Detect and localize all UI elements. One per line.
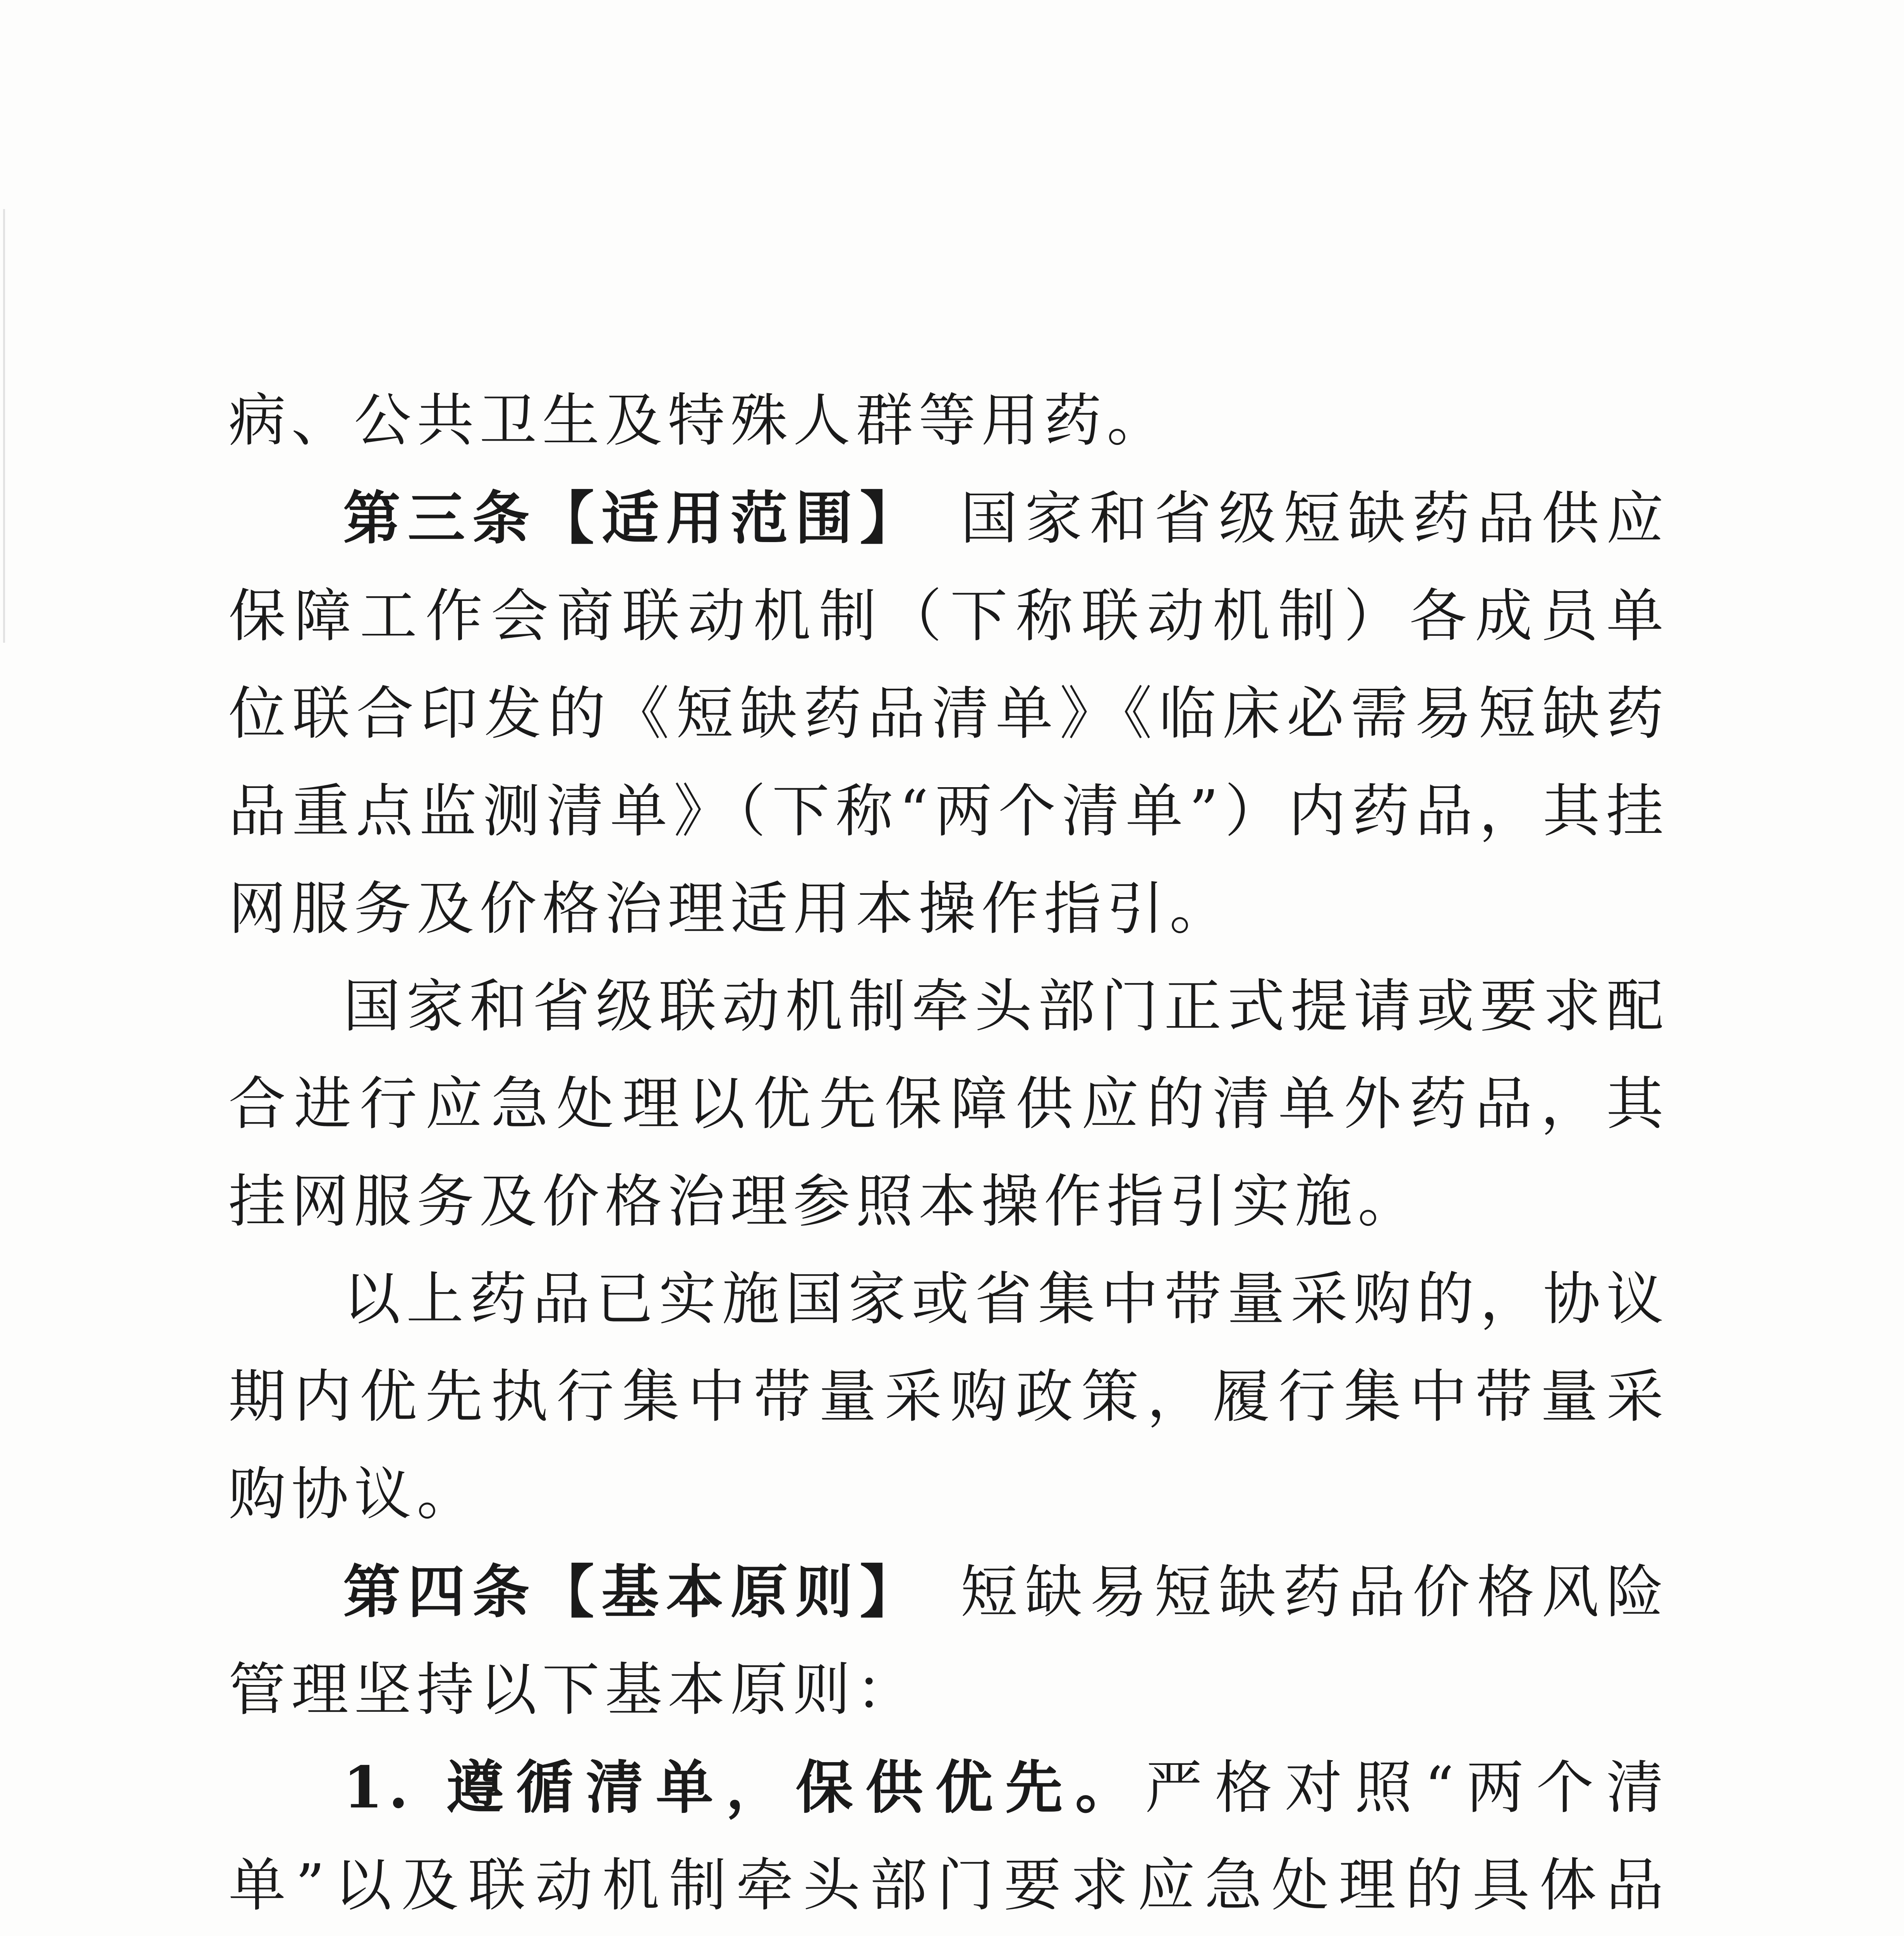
- article-heading: 第四条【基本原则】: [343, 1558, 896, 1625]
- scan-edge-mark: [3, 209, 5, 643]
- paragraph-volume-procurement: [228, 1250, 1669, 1543]
- document-body: [228, 372, 1669, 1936]
- paragraph-text: 以上药品已实施国家或省集中带量采购的，协议期内优先执行集中带量采购政策，履行集中带量采购协议。: [228, 1266, 1669, 1528]
- paragraph-outside-list: [228, 958, 1669, 1250]
- paragraph-text: 国家和省级联动机制牵头部门正式提请或要求配合进行应急处理以优先保障供应的清单外药品，其挂网服务及价格治理参照本操作指引实施。: [228, 973, 1669, 1235]
- article-three-scope: [228, 469, 1669, 958]
- paragraph-continuation: [228, 372, 1669, 469]
- paragraph-text: 短缺易短缺药品价格风险管理坚持以下基本原则：: [228, 1559, 1669, 1723]
- paragraph-text: 严格对照“两个清单”以及联动机制牵头部门要求应急处理的具体品: [228, 1754, 1669, 1919]
- principle-heading: 1. 遵循清单，保供优先。: [343, 1754, 1145, 1821]
- article-heading: 第三条【适用范围】: [343, 484, 896, 552]
- article-four-principles: [228, 1543, 1669, 1739]
- paragraph-text: 国家和省级短缺药品供应保障工作会商联动机制（下称联动机制）各成员单位联合印发的《短缺药品清单》《临床必需易短缺药品重点监测清单》（下称“两个清单”）内药品，其挂网服务及价格治理适用本操作指引。: [228, 485, 1669, 942]
- paragraph-text: 病、公共卫生及特殊人群等用药。: [228, 387, 1169, 454]
- principle-item-1: [228, 1739, 1669, 1936]
